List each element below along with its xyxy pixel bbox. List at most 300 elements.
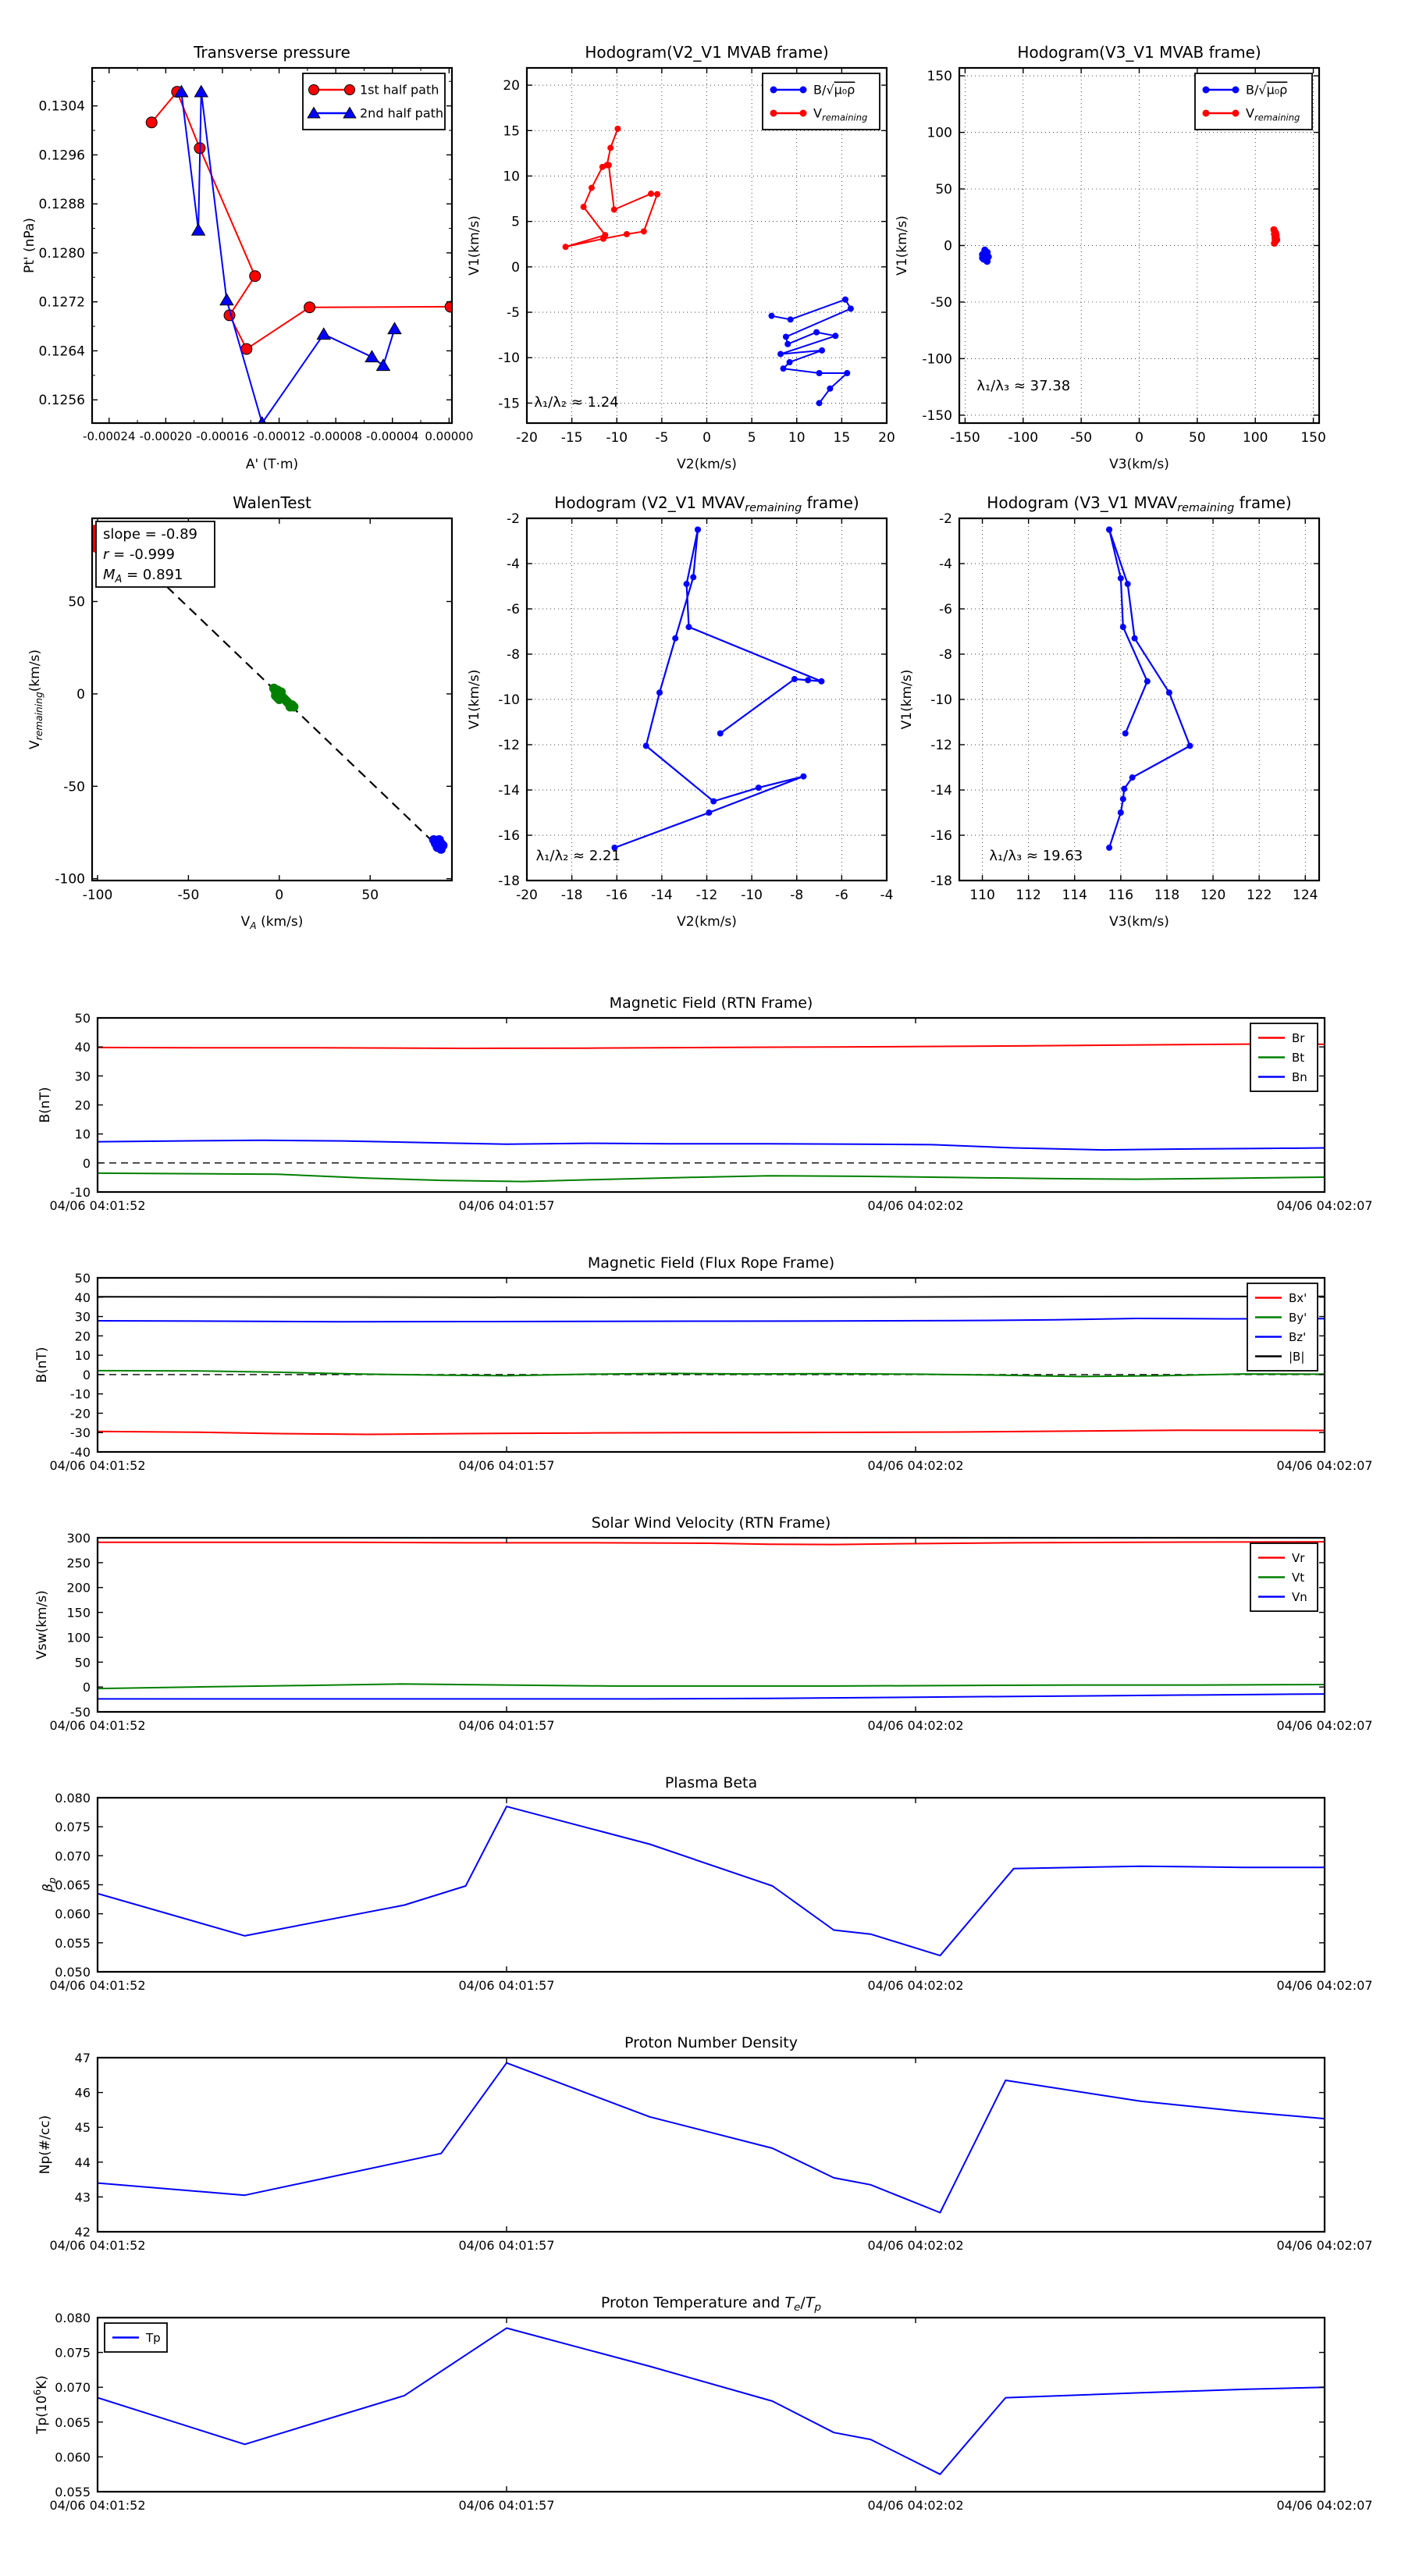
hodogram-v2v1-mvav-xtick-label: -18 — [560, 888, 583, 903]
hodogram-v3v1-mvab-xtick-label: 150 — [1300, 430, 1326, 446]
point — [241, 343, 252, 354]
hodogram-v3v1-mvav-ytick-label: -14 — [930, 783, 952, 799]
hodogram-v3v1-mvab-ytick-label: 150 — [927, 69, 952, 85]
hodogram-v3v1-mvab-ytick-label: 100 — [927, 125, 952, 141]
point — [365, 350, 379, 361]
transverse-pressure-series — [146, 86, 456, 429]
point — [768, 313, 774, 319]
point — [317, 328, 330, 339]
transverse-pressure-xtick-label: -0.00012 — [252, 429, 306, 443]
series-B/sqrt(mu0*rho) — [772, 300, 851, 404]
hodogram-v2v1-mvab-xtick-label: -15 — [560, 430, 583, 446]
solar-wind-velocity-ytick-label: 0 — [82, 1680, 91, 1695]
point — [611, 207, 617, 213]
solar-wind-velocity-ylabel: Vsw(km/s) — [34, 1590, 50, 1660]
point — [717, 731, 724, 737]
plasma-beta-ytick-label: 0.055 — [55, 1935, 91, 1951]
hodogram-v3v1-mvav-annotation: λ₁/λ₃ ≈ 19.63 — [989, 847, 1083, 864]
point — [1120, 796, 1126, 802]
plasma-beta-ytick-label: 0.075 — [55, 1820, 91, 1835]
solar-wind-velocity-xtick-label: 04/06 04:01:52 — [49, 1718, 146, 1733]
point — [783, 333, 789, 340]
hodogram-v3v1-mvab-series — [979, 226, 1280, 265]
proton-number-density — [37, 2034, 1373, 2253]
point — [710, 799, 717, 805]
point — [684, 581, 690, 587]
hodogram-v3v1-mvav — [899, 493, 1319, 930]
solar-wind-velocity-ytick-label: -50 — [69, 1705, 91, 1720]
magnetic-field-flux-rope-xtick-label: 04/06 04:02:02 — [867, 1458, 964, 1473]
plasma-beta — [41, 1774, 1373, 1993]
walen-test — [27, 493, 452, 931]
magnetic-field-flux-rope-axes-box — [98, 1278, 1325, 1452]
walen-test-xlabel: $V_A$ (km/s) — [240, 914, 304, 931]
transverse-pressure-ytick-label: 0.1304 — [38, 98, 85, 115]
point — [304, 302, 315, 313]
transverse-pressure-xtick-label: -0.00004 — [366, 429, 419, 443]
solar-wind-velocity-xtick-label: 04/06 04:02:07 — [1276, 1718, 1373, 1733]
walen-test-ytick-label: -100 — [55, 871, 85, 888]
magnetic-field-flux-rope-ytick-label: 50 — [74, 1271, 91, 1286]
magnetic-field-flux-rope-legend-label: By' — [1289, 1311, 1307, 1325]
solar-wind-velocity-ytick-label: 50 — [74, 1655, 91, 1670]
hodogram-v3v1-mvav-ytick-label: -8 — [939, 647, 952, 663]
hodogram-v2v1-mvav-ytick-label: -14 — [498, 783, 520, 799]
magnetic-field-rtn-xtick-label: 04/06 04:01:57 — [458, 1198, 555, 1213]
point — [819, 347, 825, 354]
marker — [1232, 110, 1240, 117]
solar-wind-velocity-ytick-label: 250 — [66, 1555, 91, 1571]
magnetic-field-rtn-ylabel: B(nT) — [37, 1087, 53, 1123]
series-2nd half path — [181, 92, 394, 423]
point — [756, 785, 762, 791]
marker — [345, 85, 355, 95]
hodogram-v2v1-mvab — [467, 43, 895, 472]
magnetic-field-flux-rope-ytick-label: -20 — [69, 1406, 91, 1421]
point — [250, 271, 261, 282]
hodogram-v2v1-mvab-legend-label: $V_{remaining}$ — [813, 105, 868, 123]
point — [832, 333, 838, 339]
magnetic-field-rtn-ytick-label: 50 — [74, 1011, 91, 1026]
hodogram-v3v1-mvav-xtick-label: 110 — [969, 888, 995, 903]
point — [706, 809, 712, 816]
point — [1132, 635, 1138, 642]
point — [589, 185, 595, 191]
magnetic-field-flux-rope-legend-label: |B| — [1289, 1350, 1305, 1364]
series-Vt — [98, 1684, 1325, 1688]
hodogram-v3v1-mvav-xlabel: V3(km/s) — [1109, 914, 1169, 930]
point — [377, 359, 390, 370]
solar-wind-velocity-xtick-label: 04/06 04:02:02 — [867, 1718, 964, 1733]
hodogram-v2v1-mvab-xtick-label: -5 — [655, 430, 669, 446]
transverse-pressure-ytick-label: 0.1256 — [38, 393, 85, 409]
hodogram-v3v1-mvav-xtick-label: 122 — [1246, 888, 1272, 903]
series-Bz' — [98, 1318, 1325, 1322]
plasma-beta-ytick-label: 0.065 — [55, 1877, 91, 1893]
point — [1120, 624, 1126, 630]
point — [780, 365, 786, 372]
proton-number-density-ylabel: Np(#/cc) — [37, 2115, 53, 2175]
marker — [309, 85, 319, 95]
hodogram-v3v1-mvab-legend-label: $V_{remaining}$ — [1246, 105, 1300, 123]
series-Bx' — [98, 1430, 1325, 1434]
magnetic-field-flux-rope-legend — [1247, 1283, 1318, 1371]
point — [690, 574, 696, 580]
hodogram-v2v1-mvab-ylabel: V1(km/s) — [467, 215, 482, 276]
hodogram-v2v1-mvab-ytick-label: -5 — [507, 305, 520, 322]
hodogram-v2v1-mvav-xtick-label: -8 — [790, 888, 804, 903]
marker — [1203, 110, 1210, 117]
hodogram-v2v1-mvav-ytick-label: -8 — [507, 647, 520, 663]
magnetic-field-flux-rope-xtick-label: 04/06 04:01:57 — [458, 1458, 555, 1473]
point — [656, 689, 663, 696]
transverse-pressure-xtick-label: -0.00024 — [83, 429, 136, 443]
magnetic-field-rtn-series — [98, 1044, 1325, 1182]
hodogram-v2v1-mvav-ytick-label: -6 — [507, 602, 520, 617]
hodogram-v3v1-mvab-ytick-label: -150 — [922, 407, 952, 424]
proton-temperature — [32, 2294, 1373, 2513]
proton-temperature-series — [98, 2328, 1325, 2474]
hodogram-v3v1-mvav-ytick-label: -2 — [939, 511, 952, 527]
magnetic-field-flux-rope-ytick-label: -30 — [69, 1425, 91, 1441]
magnetic-field-flux-rope-ytick-label: 0 — [82, 1367, 91, 1382]
proton-number-density-ytick-label: 46 — [74, 2085, 91, 2101]
point — [787, 359, 793, 365]
transverse-pressure-title: Transverse pressure — [194, 43, 350, 62]
point — [816, 400, 823, 406]
hodogram-v2v1-mvab-xtick-label: 20 — [878, 430, 895, 446]
proton-temperature-ytick-label: 0.070 — [55, 2380, 91, 2396]
hodogram-v2v1-mvav-ylabel: V1(km/s) — [467, 669, 482, 730]
point — [777, 351, 784, 358]
solar-wind-velocity-ytick-label: 200 — [66, 1580, 91, 1596]
point — [220, 294, 233, 304]
plasma-beta-ytick-label: 0.070 — [55, 1848, 91, 1864]
hodogram-v2v1-mvav-xtick-label: -12 — [695, 888, 718, 903]
point — [1106, 527, 1112, 533]
series-beta-p — [98, 1806, 1325, 1955]
transverse-pressure-ylabel: Pt' (nPa) — [22, 218, 37, 273]
point — [827, 386, 833, 392]
point — [816, 370, 823, 376]
hodogram-v2v1-mvab-xtick-label: 5 — [747, 430, 756, 446]
proton-number-density-xtick-label: 04/06 04:01:57 — [458, 2238, 555, 2253]
marker — [1203, 87, 1210, 94]
magnetic-field-rtn-title: Magnetic Field (RTN Frame) — [609, 994, 813, 1012]
solar-wind-velocity-ytick-label: 150 — [66, 1605, 91, 1621]
solar-wind-velocity-legend-label: Vr — [1292, 1551, 1305, 1565]
magnetic-field-flux-rope-ylabel: B(nT) — [34, 1347, 50, 1383]
plasma-beta-axes-box — [98, 1798, 1325, 1972]
plasma-beta-title: Plasma Beta — [664, 1774, 758, 1791]
hodogram-v2v1-mvav-xtick-label: -4 — [880, 888, 894, 903]
hodogram-v3v1-mvav-title: Hodogram (V3_V1 $MVAV_{remaining}$ frame) — [987, 493, 1292, 514]
proton-temperature-ytick-label: 0.065 — [55, 2414, 91, 2430]
hodogram-v2v1-mvav-ytick-label: -10 — [498, 692, 520, 708]
point — [435, 835, 444, 845]
solar-wind-velocity-legend-label: Vn — [1292, 1590, 1307, 1604]
solar-wind-velocity-title: Solar Wind Velocity (RTN Frame) — [591, 1514, 831, 1532]
hodogram-v3v1-mvav-ytick-label: -16 — [930, 828, 952, 844]
point — [289, 702, 298, 711]
hodogram-v2v1-mvav-ytick-label: -4 — [507, 557, 520, 572]
series-Vr — [98, 1542, 1325, 1545]
plasma-beta-series — [98, 1806, 1325, 1955]
hodogram-v2v1-mvab-xtick-label: -10 — [606, 430, 628, 446]
magnetic-field-flux-rope-legend-label: Bx' — [1289, 1291, 1307, 1305]
marker — [800, 110, 807, 117]
point — [648, 190, 654, 197]
marker — [1232, 87, 1240, 94]
transverse-pressure-legend-label: 1st half path — [360, 82, 439, 98]
magnetic-field-rtn-ytick-label: 10 — [74, 1126, 91, 1142]
point — [1129, 774, 1136, 781]
point — [563, 244, 569, 250]
walen-test-xtick-label: -50 — [177, 888, 200, 903]
point — [844, 370, 850, 376]
magnetic-field-rtn-xtick-label: 04/06 04:02:02 — [867, 1198, 964, 1213]
hodogram-v3v1-mvab-xtick-label: 100 — [1242, 430, 1268, 446]
hodogram-v2v1-mvav-ytick-label: -2 — [507, 511, 520, 527]
hodogram-v2v1-mvab-xtick-label: 10 — [788, 430, 806, 446]
point — [813, 329, 820, 336]
point — [672, 635, 678, 642]
series-Br — [98, 1044, 1325, 1049]
proton-temperature-ytick-label: 0.080 — [55, 2311, 91, 2325]
hodogram-v2v1-mvav-ytick-label: -18 — [498, 873, 520, 889]
transverse-pressure-xtick-label: 0.00000 — [425, 429, 474, 443]
point — [614, 126, 621, 132]
proton-number-density-xtick-label: 04/06 04:02:07 — [1276, 2238, 1373, 2253]
walen-test-xtick-label: -100 — [82, 888, 113, 903]
hodogram-v2v1-mvab-title: Hodogram(V2_V1 MVAB frame) — [585, 43, 829, 62]
point — [624, 231, 630, 237]
series-Vn — [98, 1694, 1325, 1699]
proton-number-density-ytick-label: 43 — [74, 2190, 91, 2205]
point — [192, 224, 205, 235]
hodogram-v3v1-mvav-xtick-label: 116 — [1108, 888, 1134, 903]
hodogram-v3v1-mvab-xtick-label: -50 — [1070, 430, 1093, 446]
hodogram-v3v1-mvab-xtick-label: -100 — [1008, 430, 1039, 446]
walen-test-xtick-label: 50 — [361, 888, 379, 903]
hodogram-v2v1-mvav-series — [611, 527, 824, 851]
plasma-beta-xtick-label: 04/06 04:02:07 — [1276, 1978, 1373, 1993]
magnetic-field-rtn-ytick-label: 20 — [74, 1098, 91, 1113]
point — [599, 164, 606, 170]
magnetic-field-flux-rope-title: Magnetic Field (Flux Rope Frame) — [587, 1254, 835, 1272]
magnetic-field-rtn-axes-box — [98, 1018, 1325, 1192]
hodogram-v3v1-mvav-ytick-label: -4 — [939, 557, 952, 572]
series-Bt — [98, 1173, 1325, 1182]
hodogram-v3v1-mvav-xtick-label: 114 — [1062, 888, 1087, 903]
plasma-beta-xtick-label: 04/06 04:01:57 — [458, 1978, 555, 1993]
point — [146, 117, 157, 128]
plasma-beta-ytick-label: 0.060 — [55, 1906, 91, 1922]
solar-wind-velocity-series — [98, 1542, 1325, 1699]
magnetic-field-flux-rope-ytick-label: 20 — [74, 1329, 91, 1344]
point — [791, 676, 798, 682]
hodogram-v3v1-mvav-xtick-label: 112 — [1016, 888, 1041, 903]
hodogram-v2v1-mvab-ytick-label: 10 — [503, 169, 520, 185]
point — [1106, 845, 1112, 851]
magnetic-field-rtn-legend-label: Br — [1292, 1031, 1305, 1045]
walen-test-xtick-label: 0 — [275, 888, 284, 903]
plasma-beta-ytick-label: 0.080 — [55, 1791, 91, 1806]
transverse-pressure — [22, 43, 473, 472]
transverse-pressure-ytick-label: 0.1296 — [38, 148, 85, 164]
hodogram-v2v1-mvav-ytick-label: -16 — [498, 828, 520, 844]
point — [388, 322, 401, 333]
magnetic-field-flux-rope-xtick-label: 04/06 04:02:07 — [1276, 1458, 1373, 1473]
point — [1272, 229, 1279, 237]
point — [1118, 809, 1124, 816]
point — [600, 236, 606, 242]
hodogram-v2v1-mvab-ytick-label: 20 — [503, 78, 520, 94]
magnetic-field-flux-rope-legend-label: Bz' — [1289, 1330, 1307, 1344]
hodogram-v3v1-mvav-ytick-label: -10 — [930, 692, 952, 708]
magnetic-field-flux-rope-ytick-label: 10 — [74, 1348, 91, 1364]
proton-number-density-ytick-label: 44 — [74, 2154, 91, 2170]
point — [445, 301, 456, 312]
hodogram-v2v1-mvav-xtick-label: -20 — [516, 888, 538, 903]
hodogram-v3v1-mvab-xtick-label: -150 — [950, 430, 980, 446]
hodogram-v3v1-mvab-xlabel: V3(km/s) — [1109, 457, 1169, 472]
point — [818, 678, 824, 685]
proton-temperature-axes-box — [98, 2318, 1325, 2492]
magnetic-field-rtn-ytick-label: 0 — [82, 1155, 91, 1171]
hodogram-v2v1-mvab-ytick-label: -15 — [498, 396, 520, 412]
hodogram-v3v1-mvav-series — [1106, 527, 1193, 851]
transverse-pressure-ytick-label: 0.1272 — [38, 294, 85, 311]
point — [606, 162, 612, 169]
walen-test-stat-line: $M_A = 0.891$ — [103, 567, 183, 585]
point — [1144, 678, 1151, 685]
point — [1125, 581, 1131, 587]
point — [271, 691, 280, 700]
magnetic-field-flux-rope-ytick-label: -10 — [69, 1386, 91, 1402]
hodogram-v2v1-mvav-xlabel: V2(km/s) — [677, 914, 737, 930]
hodogram-v3v1-mvab-ytick-label: -100 — [922, 351, 952, 368]
magnetic-field-rtn-ytick-label: 30 — [74, 1069, 91, 1084]
hodogram-v3v1-mvab-legend-label: B/√μ₀ρ — [1246, 82, 1288, 98]
proton-temperature-legend-label: Tp — [146, 2331, 161, 2345]
magnetic-field-rtn-ytick-label: -10 — [69, 1185, 91, 1200]
proton-temperature-xtick-label: 04/06 04:01:52 — [49, 2498, 146, 2513]
hodogram-v2v1-mvav — [467, 493, 893, 930]
point — [654, 191, 660, 197]
solar-wind-velocity — [34, 1514, 1373, 1733]
proton-temperature-ylabel: $Tp(10^6K)$ — [32, 2375, 50, 2435]
proton-number-density-ytick-label: 45 — [74, 2120, 91, 2136]
hodogram-v3v1-mvab-title: Hodogram(V3_V1 MVAB frame) — [1017, 43, 1261, 62]
point — [1122, 731, 1129, 737]
plasma-beta-xtick-label: 04/06 04:02:02 — [867, 1978, 964, 1993]
proton-temperature-ytick-label: 0.075 — [55, 2345, 91, 2361]
proton-number-density-axes-box — [98, 2058, 1325, 2232]
magnetic-field-rtn-legend-label: Bn — [1292, 1070, 1307, 1084]
hodogram-v3v1-mvab-ylabel: V1(km/s) — [895, 215, 910, 276]
hodogram-v2v1-mvab-ytick-label: -10 — [498, 350, 520, 367]
hodogram-v2v1-mvab-ytick-label: 0 — [511, 259, 520, 276]
point — [1121, 786, 1127, 792]
point — [194, 86, 208, 97]
point — [581, 204, 587, 210]
hodogram-v2v1-mvab-annotation: λ₁/λ₂ ≈ 1.24 — [534, 394, 619, 411]
plasma-beta-ylabel: $\beta_p$ — [41, 1877, 58, 1892]
magnetic-field-flux-rope-series — [98, 1297, 1325, 1435]
point — [800, 774, 806, 780]
proton-number-density-series — [98, 2063, 1325, 2213]
point — [695, 527, 701, 533]
series-By' — [98, 1371, 1325, 1377]
point — [788, 316, 794, 322]
hodogram-v2v1-mvab-ytick-label: 5 — [511, 214, 520, 230]
magnetic-field-flux-rope-ytick-label: 30 — [74, 1309, 91, 1325]
hodogram-v2v1-mvav-xtick-label: -6 — [834, 888, 848, 903]
point — [784, 341, 791, 347]
point — [805, 677, 811, 683]
proton-temperature-title: Proton Temperature and $T_e/T_p$ — [600, 2294, 822, 2314]
plasma-beta-ytick-label: 0.050 — [55, 1965, 91, 1980]
solar-wind-velocity-legend-label: Vt — [1292, 1571, 1305, 1585]
hodogram-v3v1-mvav-ylabel: V1(km/s) — [899, 669, 915, 730]
point — [1187, 742, 1193, 749]
transverse-pressure-xtick-label: -0.00008 — [309, 429, 362, 443]
proton-temperature-ytick-label: 0.060 — [55, 2450, 91, 2465]
solar-wind-velocity-ytick-label: 300 — [66, 1531, 91, 1546]
series-Np — [98, 2063, 1325, 2213]
proton-number-density-ytick-label: 47 — [74, 2051, 91, 2065]
proton-temperature-xtick-label: 04/06 04:02:02 — [867, 2498, 964, 2513]
hodogram-v3v1-mvav-ytick-label: -12 — [930, 738, 952, 753]
hodogram-v3v1-mvab — [895, 43, 1326, 472]
hodogram-v3v1-mvab-annotation: λ₁/λ₃ ≈ 37.38 — [976, 377, 1071, 394]
magnetic-field-flux-rope-ytick-label: 40 — [74, 1290, 91, 1305]
hodogram-v2v1-mvab-xtick-label: 0 — [702, 430, 711, 446]
solar-wind-velocity-ytick-label: 100 — [66, 1630, 91, 1646]
transverse-pressure-legend-label: 2nd half path — [360, 105, 444, 121]
hodogram-v2v1-mvav-title: Hodogram (V2_V1 $MVAV_{remaining}$ frame) — [554, 493, 859, 514]
hodogram-v2v1-mvab-legend-label: B/√μ₀ρ — [813, 82, 855, 98]
walen-test-ylabel: $V_{remaining}(km/s)$ — [27, 649, 44, 749]
proton-number-density-xtick-label: 04/06 04:01:52 — [49, 2238, 146, 2253]
walen-test-stat-line: r = -0.999 — [103, 546, 175, 563]
hodogram-v3v1-mvab-ytick-label: 0 — [944, 238, 952, 254]
walen-test-ytick-label: 0 — [76, 686, 85, 703]
transverse-pressure-xtick-label: -0.00016 — [196, 429, 249, 443]
transverse-pressure-xlabel: A' (T·m) — [245, 457, 299, 472]
proton-temperature-ytick-label: 0.055 — [55, 2485, 91, 2500]
point — [979, 254, 986, 262]
hodogram-v3v1-mvav-xtick-label: 124 — [1293, 888, 1318, 903]
series-Bn — [98, 1140, 1325, 1150]
marker — [800, 87, 807, 94]
hodogram-v3v1-mvab-xtick-label: 50 — [1189, 430, 1206, 446]
walen-test-ytick-label: -50 — [63, 779, 85, 795]
hodogram-v2v1-mvav-annotation: λ₁/λ₂ ≈ 2.21 — [535, 847, 621, 864]
hodogram-v2v1-mvav-xtick-label: -10 — [741, 888, 763, 903]
plasma-beta-xtick-label: 04/06 04:01:52 — [49, 1978, 146, 1993]
hodogram-v2v1-mvav-xtick-label: -14 — [650, 888, 673, 903]
proton-number-density-xtick-label: 04/06 04:02:02 — [867, 2238, 964, 2253]
point — [607, 144, 614, 151]
point — [643, 742, 649, 749]
hodogram-v2v1-mvab-ytick-label: 15 — [503, 123, 520, 140]
hodogram-v3v1-mvav-xtick-label: 120 — [1200, 888, 1226, 903]
walen-test-stat-line: slope = -0.89 — [103, 526, 197, 543]
marker — [770, 110, 777, 117]
solar-wind-velocity-xtick-label: 04/06 04:01:57 — [458, 1718, 555, 1733]
